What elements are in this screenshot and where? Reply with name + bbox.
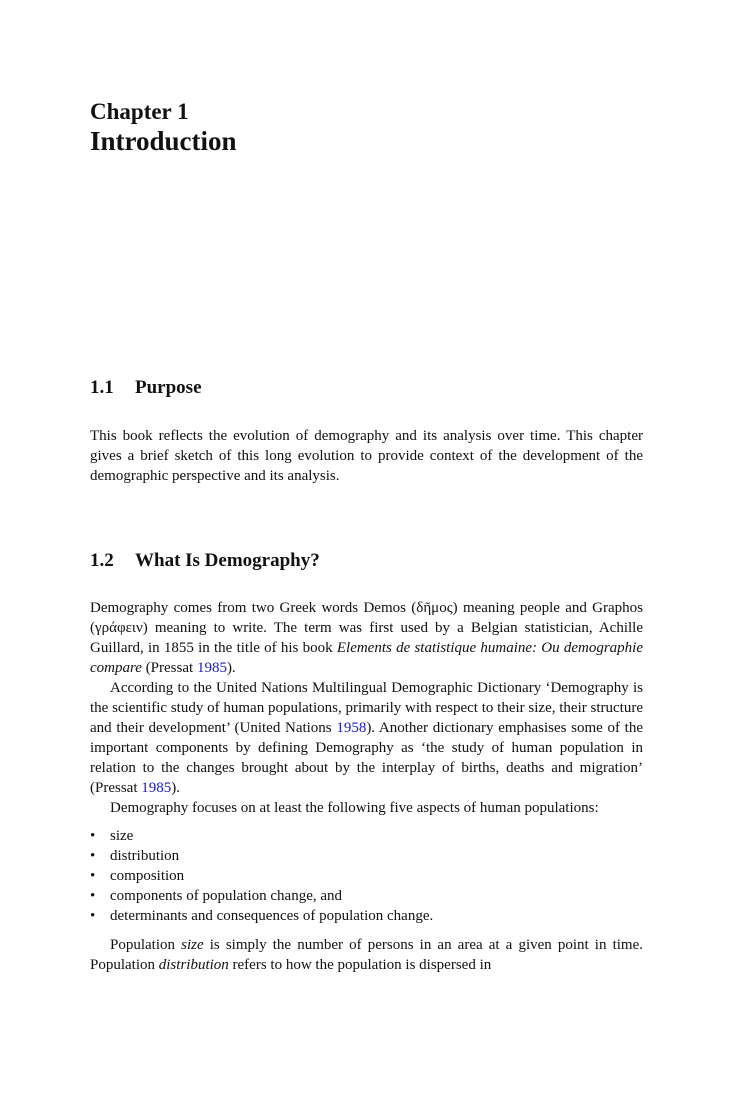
citation-link-pressat-1985[interactable]: 1985 (141, 780, 172, 796)
section-number: 1.2 (90, 550, 114, 571)
chapter-label: Chapter 1 (90, 99, 189, 124)
paragraph-greek-origin (90, 598, 643, 678)
list-item: • size (90, 826, 643, 846)
citation-link-un-1958[interactable]: 1958 (336, 720, 367, 736)
text: is simply the number of persons in an area at a given point in time. Population (90, 937, 643, 973)
list-item: • determinants and consequences of population change. (90, 906, 643, 926)
paragraph-five-aspects: Demography focuses on at least the following five aspects of human populations: (110, 800, 599, 816)
text: (Pressat (141, 660, 197, 676)
section-heading-purpose (90, 376, 202, 400)
section-heading-what-is-demography (90, 549, 320, 573)
section-title: What Is Demography? (135, 550, 320, 571)
paragraph-population-size (90, 935, 643, 975)
paragraph: This book reflects the evolution of demography and its analysis over time. This chapter gives a brief sketch of this long evolution to provide context of the development of the demographic perspective and its analysis. (90, 428, 643, 484)
text: ). (171, 780, 180, 796)
list-item: • components of population change, and (90, 886, 643, 906)
section-body-what-is-demography (90, 598, 643, 975)
emphasis-size: size (181, 937, 204, 953)
book-title: Elements de statistique humaine: Ou demographie compare (90, 640, 643, 676)
section-title: Purpose (135, 377, 202, 398)
text: refers to how the population is dispersed in (228, 957, 492, 973)
list-item: • distribution (90, 846, 643, 866)
text: Population (110, 937, 182, 953)
text: ). Another dictionary emphasises some of the important components by defining Demography as ‘the study of human population in relation to the changes brought about by the interplay of births, deaths and migration’ (Pressat (90, 720, 643, 796)
citation-link-pressat-1985[interactable]: 1985 (196, 660, 227, 676)
aspects-list (90, 826, 643, 926)
list-item: • composition (90, 866, 643, 886)
text: Demography comes from two Greek words Demos (δῆμος) meaning people and Graphos (γράφειν) meaning to write. The term was first used by a Belgian statistician, Achille Guillard, in 1855 in the title of his book (90, 600, 643, 656)
text: According to the United Nations Multilingual Demographic Dictionary ‘Demography is the scientific study of human populations, primarily with respect to their size, their structure and their development’ (United Nations (90, 680, 643, 736)
section-number: 1.1 (90, 377, 114, 398)
text: ). (226, 660, 236, 676)
chapter-title: Introduction (90, 126, 237, 156)
emphasis-distribution: distribution (158, 957, 229, 973)
paragraph-un-definition (90, 678, 643, 798)
section-body-purpose (90, 426, 643, 486)
